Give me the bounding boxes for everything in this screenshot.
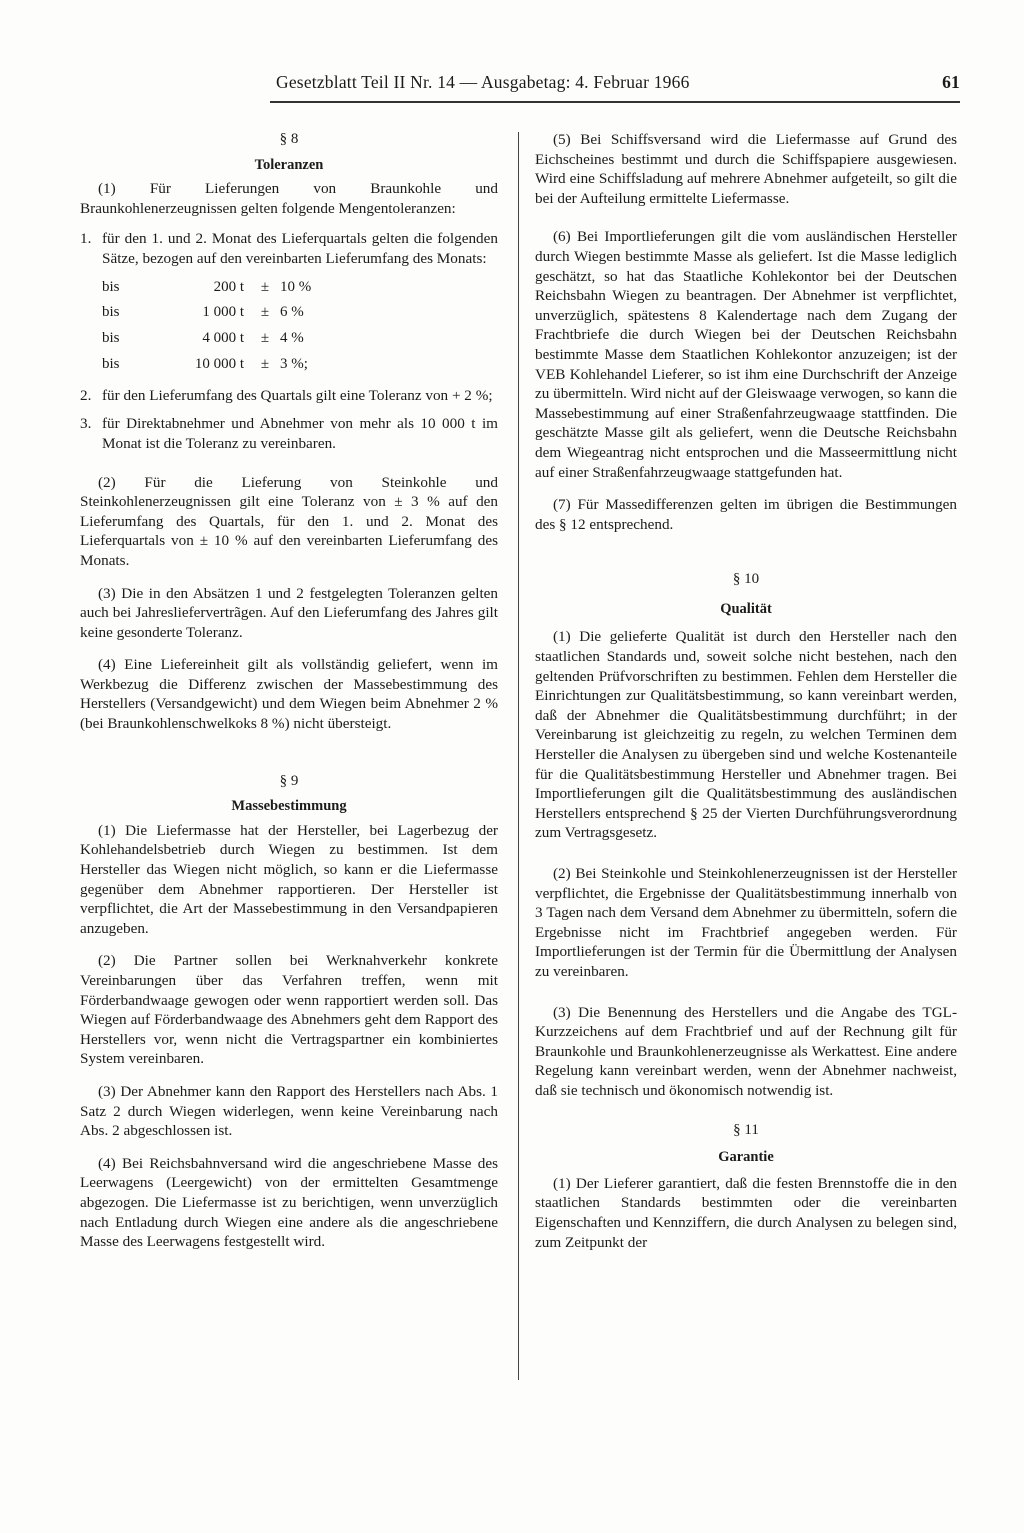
table-row: bis 1 000 t ± 6 %: [102, 304, 304, 321]
s11-paragraph-1: (1) Der Lieferer garantiert, daß die festen Brennstoffe die in den staatlichen Standards bestimmten oder die vereinbarten Eigenschaften und Kennziffern, die durch Analysen zu belegen sind, zum Zeitpunkt der: [535, 1174, 957, 1251]
section-9-number: § 9: [279, 772, 299, 789]
left-column: [80, 130, 498, 1252]
s8-paragraph-2: (2) Für die Lieferung von Steinkohle und Steinkohlenerzeugnissen gilt eine Toleranz von ± 3 % auf den Lieferumfang des Quartals, für den 1. und 2. Monat des Lieferquartals von ± 10 % auf den vereinbarten Lieferumfang des Monats.: [80, 473, 498, 569]
s8-paragraph-1: (1) Für Lieferungen von Braunkohle und Braunkohlenerzeugnissen gelten folgende Mengentoleranzen:: [80, 180, 498, 217]
table-row: bis 10 000 t ± 3 %;: [102, 356, 308, 373]
list-num: 2.: [80, 386, 92, 404]
section-8-title: Toleranzen: [254, 156, 324, 173]
s8-list-item-3: [80, 414, 498, 453]
s9-paragraph-2: (2) Die Partner sollen bei Werknahverkehr konkrete Vereinbarungen über das Verfahren treffen, wenn mit Förderbandwaage gewogen oder wenn rapportiert werden soll. Das Wiegen auf Förderbandwaage des Abnehmers geht dem Rapport des Herstellers vor, wenn nicht die Vertragspartner ein kombiniertes System vereinbaren.: [80, 952, 498, 1068]
section-10-number: § 10: [732, 571, 760, 588]
list-text: für den 1. und 2. Monat des Lieferquartals gelten die folgenden Sätze, bezogen auf den vereinbarten Lieferumfang des Monats:: [102, 230, 498, 267]
s8-paragraph-4: (4) Eine Liefereinheit gilt als vollständig geliefert, wenn im Werkbezug die Differenz zwischen der Massebestimmung des Herstellers (Versandgewicht) und dem Wiegen beim Abnehmer 2 % (bei Braunkohlenschwelkoks 8 %) nicht übersteigt.: [80, 656, 498, 733]
right-column: [535, 130, 957, 1252]
s9-paragraph-7: (7) Für Massedifferenzen gelten im übrigen die Bestimmungen des § 12 entsprechend.: [535, 496, 957, 533]
section-8-number: § 8: [279, 131, 299, 147]
list-text: für Direktabnehmer und Abnehmer von mehr als 10 000 t im Monat ist die Toleranz zu vereinbaren.: [102, 415, 498, 452]
section-9-title: Massebestimmung: [231, 798, 347, 815]
header-title: Gesetzblatt Teil II Nr. 14 — Ausgabetag: 4. Februar 1966: [276, 72, 690, 92]
s10-paragraph-1: (1) Die gelieferte Qualität ist durch den Hersteller nach den staatlichen Standards und, soweit solche nicht bestehen, nach den geltenden Prüfvorschriften zu bestimmen. Fehlen dem Hersteller die Einrichtungen zur Qualitätsbestimmung, so kann vereinbart werden, daß der Abnehmer die Qualitätsbestimmung durchführt; in der Vereinbarung ist gleichzeitig zu regeln, zu welchen Terminen dem Hersteller die Analysen zu übergeben sind und welche Kostenanteile für die Qualitätsbestimmung Hersteller und Abnehmer tragen. Bei Importlieferungen gilt die Qualitätsbestimmung des ausländischen Herstellers entsprechend § 25 der Vierten Durchführungsverordnung zum Vertragsgesetz.: [535, 628, 957, 842]
list-text: für den Lieferumfang des Quartals gilt eine Toleranz von + 2 %;: [102, 386, 493, 404]
tolerance-table: [102, 275, 340, 378]
page-header: [270, 72, 960, 100]
column-divider: [518, 132, 519, 1380]
page-number: 61: [942, 72, 960, 92]
header-rule: [270, 101, 960, 103]
section-10-title: Qualität: [720, 600, 772, 617]
s8-list-item-2: [80, 386, 498, 406]
s9-paragraph-6: (6) Bei Importlieferungen gilt die vom ausländischen Hersteller durch Wiegen bestimmte Masse als geliefert. Ist die Masse lediglich geschätzt, so hat das Staatliche Kohlekontor bei der Deutschen Reichsbahn Wiegen zu beantragen. Der Abnehmer ist verpflichtet, unverzüglich, spätestens 8 Kalendertage nach dem Zugang der Frachtbriefe die durch Wiegen bei der Deutschen Reichsbahn bestimmte Masse dem Staatlichen Kohlekontor anzuzeigen; ist der VEB Kohlehandel Lieferer, so ist ihm eine Durchschrift der Anzeige zu übermitteln. Wird nicht auf der Gleiswaage verwogen, so kann die Massebestimmung auf einer Straßenfahrzeugwaage stattfinden. Die geschätzte Masse gilt als geliefert, wenn die Deutsche Reichsbahn dem Wiegeantrag nicht entsprochen und die Masseermittlung nicht auf einer Straßenfahrzeugwaage stattgefunden hat.: [535, 228, 957, 481]
section-11-title: Garantie: [718, 1149, 774, 1166]
list-num: 1.: [80, 230, 92, 248]
table-row: bis 4 000 t ± 4 %: [102, 330, 304, 347]
s10-paragraph-3: (3) Die Benennung des Herstellers und die Angabe des TGL-Kurzzeichens auf dem Frachtbrief und auf der Rechnung gilt für Braunkohle und Braunkohlenerzeugnisse als Werkattest. Eine andere Regelung kann vereinbart werden, wenn der Abnehmer nachweist, daß sie technisch und ökonomisch notwendig ist.: [535, 1003, 957, 1099]
section-11-number: § 11: [733, 1121, 759, 1138]
list-num: 3.: [80, 415, 92, 433]
s10-paragraph-2: (2) Bei Steinkohle und Steinkohlenerzeugnissen ist der Hersteller verpflichtet, die Ergebnisse der Qualitätsbestimmung innerhalb von 3 Tagen nach dem Versand dem Abnehmer zu übermitteln, sofern die Ergebnisse nicht im Frachtbrief angegeben werden. Für Importlieferungen ist der Termin für die Übermittlung der Analysen zu vereinbaren.: [535, 865, 957, 980]
s9-paragraph-4: (4) Bei Reichsbahnversand wird die angeschriebene Masse des Leerwagens (Leergewicht) von der ermittelten Gesamtmenge abgezogen. Die Liefermasse ist zu berichtigen, wenn unverzüglich nach Entladung durch Wiegen eine andere als die angeschriebene Masse des Leerwagens festgestellt wird.: [80, 1154, 498, 1251]
s8-paragraph-3: (3) Die in den Absätzen 1 und 2 festgelegten Toleranzen gelten auch bei Jahresliefervertrãgen. Auf den Lieferumfang des Jahres gilt keine gesonderte Toleranz.: [80, 584, 498, 641]
table-row: bis 200 t ± 10 %: [102, 278, 312, 295]
s9-paragraph-5: (5) Bei Schiffsversand wird die Liefermasse auf Grund des Eichscheines bestimmt und durch die Schiffspapiere ausgewiesen. Wird eine Schiffsladung auf mehrere Abnehmer aufgeteilt, so gilt die bei der Aufteilung ermittelte Liefermasse.: [535, 131, 957, 207]
s9-paragraph-1: (1) Die Liefermasse hat der Hersteller, bei Lagerbezug der Kohlehandelsbetrieb durch Wiegen zu bestimmen. Ist dem Hersteller das Wiegen nicht möglich, so kann er die Liefermasse gegenüber dem Abnehmer rapportieren. Der Hersteller ist verpflichtet, die Art der Massebestimmung in den Versandpapieren anzugeben.: [80, 821, 498, 937]
s8-list-item-1: [80, 229, 498, 268]
s9-paragraph-3: (3) Der Abnehmer kann den Rapport des Herstellers nach Abs. 1 Satz 2 durch Wiegen widerlegen, wenn keine Vereinbarung nach Abs. 2 abgeschlossen ist.: [80, 1082, 498, 1140]
